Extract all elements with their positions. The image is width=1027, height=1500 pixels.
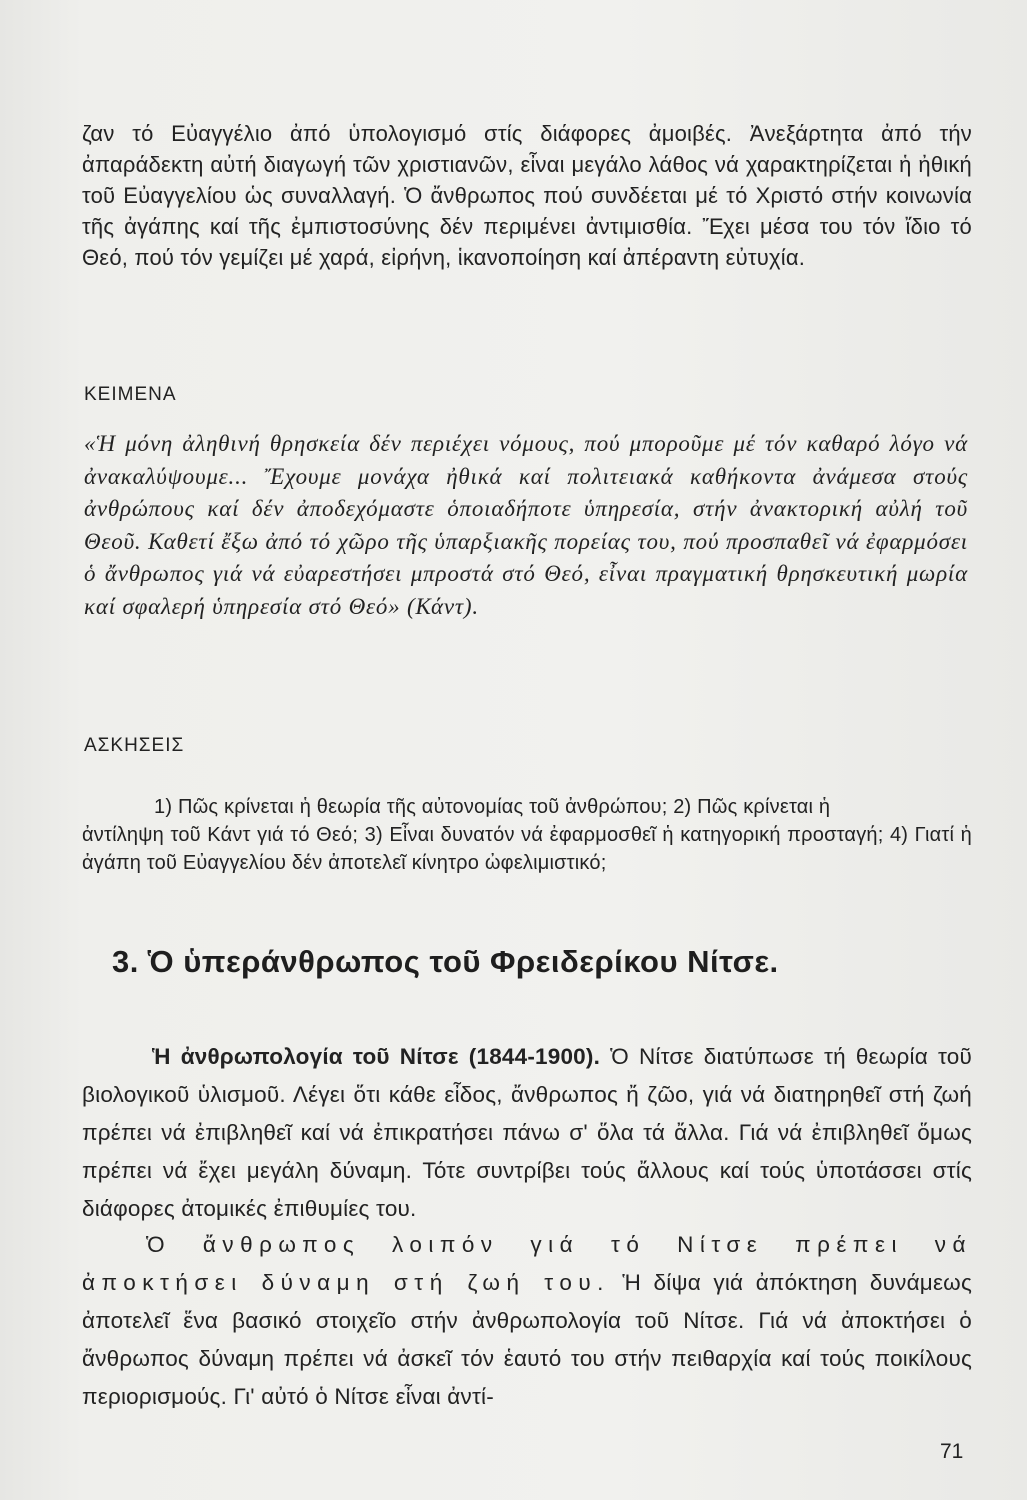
texts-heading: ΚΕΙΜΕΝΑ bbox=[84, 384, 177, 405]
exercises-first-line: 1) Πῶς κρίνεται ἡ θεωρία τῆς αὐτονομίας τοῦ ἀνθρώπου; 2) Πῶς κρίνεται ἡ bbox=[154, 796, 831, 818]
kant-quote: «Ἡ μόνη ἀληθινή θρησκεία δέν περιέχει νόμους, πού μποροῦμε μέ τόν καθαρό λόγο νά ἀνακαλύψουμε... Ἔχουμε μονάχα ἠθικά καί πολιτειακά καθήκοντα ἀνάμεσα στούς ἀνθρώπους καί δέν ἀποδεχόμαστε ὁποιαδήποτε ὑπηρεσία, στήν ἀνακτορική αὐλή τοῦ Θεοῦ. Καθετί ἔξω ἀπό τό χῶρο τῆς ὑπαρξιακῆς πορείας του, πού προσπαθεῖ νά ἐφαρμόσει ὁ ἄνθρωπος γιά νά εὐαρεστήσει μπροστά στό Θεό, εἶναι πραγματική θρησκευτική μωρία καί σφαλερή ὑπηρεσία στό Θεό» (Κάντ). bbox=[84, 431, 968, 619]
spaced-emphasis-text: Ὁ ἄνθρωπος λοιπόν γιά τό Νίτσε πρέπει νά ἀποκτήσει δύναμη στή ζωή του. bbox=[82, 1232, 972, 1295]
section-title: 3. Ὁ ὑπεράνθρωπος τοῦ Φρειδερίκου Νίτσε. bbox=[112, 944, 779, 979]
paragraph-text: Ὁ Νίτσε διατύπωσε τή θεωρία τοῦ βιολογικοῦ ὑλισμοῦ. Λέγει ὅτι κάθε εἶδος, ἄνθρωπος ἤ ζῶο, γιά νά διατηρηθεῖ στή ζωή πρέπει νά ἐπιβληθεῖ καί νά ἐπικρατήσει πάνω σ' ὅλα τά ἄλλα. Γιά νά ἐπιβληθεῖ ὅμως πρέπει νά ἔχει μεγάλη δύναμη. Τότε συντρίβει τούς ἄλλους καί τούς ὑποτάσσει στίς διάφορες ἀτομικές ἐπιθυμίες του. bbox=[82, 1044, 972, 1221]
page-number: 71 bbox=[940, 1440, 964, 1463]
intro-paragraph: ζαν τό Εὐαγγέλιο ἀπό ὑπολογισμό στίς διάφορες ἀμοιβές. Ἀνεξάρτητα ἀπό τήν ἀπαράδεκτη αὐτή διαγωγή τῶν χριστιανῶν, εἶναι μεγάλο λάθος νά χαρακτηρίζεται ἡ ἠθική τοῦ Εὐαγγελίου ὡς συναλλαγή. Ὁ ἄνθρωπος πού συνδέεται μέ τό Χριστό στήν κοινωνία τῆς ἀγάπης καί τῆς ἐμπιστοσύνης δέν περιμένει ἀντιμισθία. Ἔχει μέσα του τόν ἴδιο τό Θεό, πού τόν γεμίζει μέ χαρά, εἰρήνη, ἱκανοποίηση καί ἀπέραντη εὐτυχία. bbox=[82, 121, 972, 270]
exercises-rest: ἀντίληψη τοῦ Κάντ γιά τό Θεό; 3) Εἶναι δυνατόν νά ἐφαρμοσθεῖ ἡ κατηγορική προσταγή; 4) Γιατί ἡ ἀγάπη τοῦ Εὐαγγελίου δέν ἀποτελεῖ κίνητρο ὠφελιμιστικό; bbox=[82, 824, 972, 874]
paragraph-lead-bold: Ἡ ἀνθρωπολογία τοῦ Νίτσε (1844-1900). bbox=[152, 1044, 601, 1069]
nietzsche-anthropology-paragraph bbox=[82, 1038, 972, 1228]
paragraph-text: Ἡ δίψα γιά ἀπόκτηση δυνάμεως ἀποτελεῖ ἕνα βασικό στοιχεῖο στήν ἀνθρωπολογία τοῦ Νίτσε. Γιά νά ἀποκτήσει ὁ ἄνθρωπος δύναμη πρέπει νά ἀσκεῖ τόν ἑαυτό του στήν πειθαρχία καί τούς ποικίλους περιορισμούς. Γι' αὐτό ὁ Νίτσε εἶναι ἀντί- bbox=[82, 1270, 972, 1409]
exercises-paragraph bbox=[82, 793, 972, 877]
exercises-heading: ΑΣΚΗΣΕΙΣ bbox=[84, 735, 185, 756]
power-paragraph bbox=[82, 1226, 972, 1416]
